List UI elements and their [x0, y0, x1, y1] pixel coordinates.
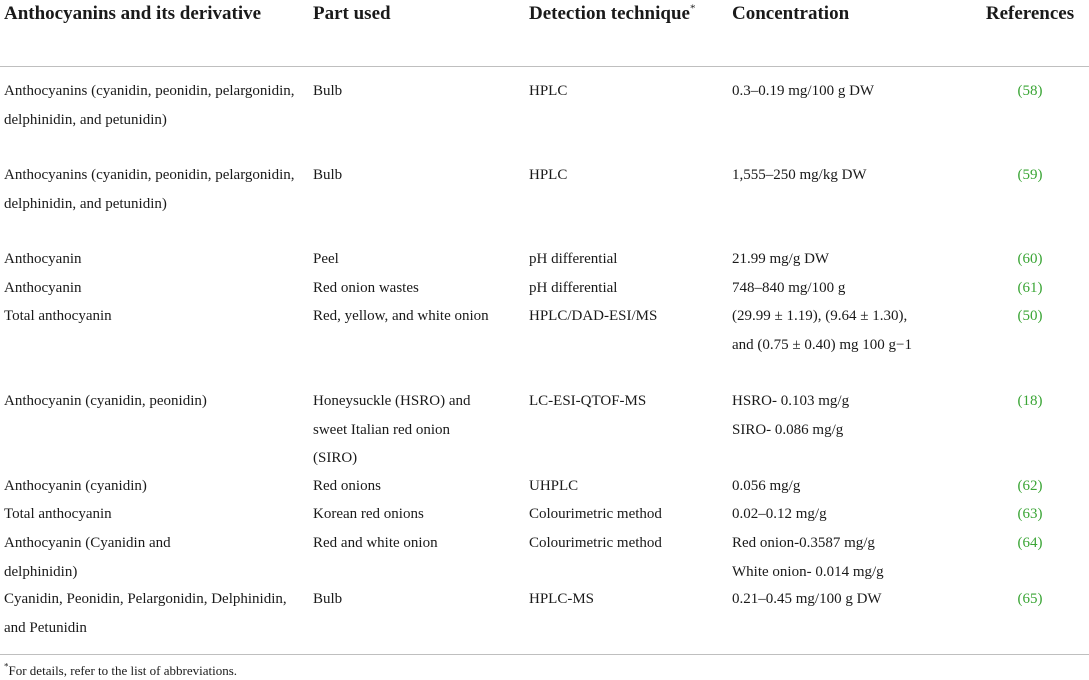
cell-technique: HPLC/DAD-ESI/MS: [529, 308, 658, 324]
header-detection-technique: [529, 0, 724, 27]
footnote-text: For details, refer to the list of abbreviations.: [8, 663, 238, 678]
cell-concentration: 0.21–0.45 mg/100 g DW: [732, 591, 882, 607]
cell-part-used: Red and white onion: [313, 535, 438, 551]
cell-compound: Anthocyanin: [4, 251, 82, 267]
cell-concentration: (29.99 ± 1.19), (9.64 ± 1.30), and (0.75 ± 0.40) mg 100 g−1: [732, 308, 913, 353]
header-references: References: [985, 3, 1075, 24]
cell-technique: pH differential: [529, 280, 618, 296]
cell-technique: HPLC: [529, 83, 568, 99]
footnote-marker: *: [4, 661, 9, 672]
footnote: [4, 662, 237, 680]
cell-concentration: 0.3–0.19 mg/100 g DW: [732, 83, 875, 99]
reference-link[interactable]: (58): [1017, 83, 1043, 99]
cell-technique: UHPLC: [529, 478, 579, 494]
cell-part-used: Korean red onions: [313, 506, 424, 522]
concentration-line: White onion- 0.014 mg/g: [732, 563, 884, 580]
cell-compound: Anthocyanin (Cyanidin and delphinidin): [4, 535, 171, 580]
reference-link[interactable]: (59): [1017, 167, 1043, 183]
concentration-line: SIRO- 0.086 mg/g: [732, 421, 844, 438]
cell-technique: LC-ESI-QTOF-MS: [529, 393, 647, 409]
cell-part-used: Bulb: [313, 167, 343, 183]
reference-link[interactable]: (62): [1017, 478, 1043, 494]
footer-divider: [0, 654, 1089, 655]
cell-compound: Anthocyanin: [4, 280, 82, 296]
header-detection-label: Detection technique: [529, 3, 690, 24]
header-detection-sup: *: [689, 2, 696, 15]
cell-part-used: Peel: [313, 251, 339, 267]
cell-compound: Anthocyanins (cyanidin, peonidin, pelargonidin, delphinidin, and petunidin): [4, 83, 295, 128]
reference-link[interactable]: (50): [1017, 308, 1043, 324]
reference-link[interactable]: (18): [1017, 393, 1043, 409]
cell-technique: HPLC-MS: [529, 591, 595, 607]
header-divider: [0, 66, 1089, 67]
header-concentration: Concentration: [732, 3, 850, 24]
cell-concentration: [732, 529, 952, 586]
cell-concentration: 21.99 mg/g DW: [732, 251, 830, 267]
cell-compound: Total anthocyanin: [4, 506, 112, 522]
cell-concentration: 0.056 mg/g: [732, 478, 801, 494]
concentration-line: Red onion-0.3587 mg/g: [732, 535, 875, 551]
cell-concentration: 748–840 mg/100 g: [732, 280, 846, 296]
reference-link[interactable]: (61): [1017, 280, 1043, 296]
reference-link[interactable]: (64): [1017, 535, 1043, 551]
cell-part-used: Bulb: [313, 83, 343, 99]
cell-part-used: Red onion wastes: [313, 280, 419, 296]
table-header: [0, 0, 1089, 66]
concentration-line: HSRO- 0.103 mg/g: [732, 393, 850, 409]
cell-compound: Total anthocyanin: [4, 308, 112, 324]
header-part-used: Part used: [313, 3, 391, 24]
reference-link[interactable]: (63): [1017, 506, 1043, 522]
cell-concentration: 0.02–0.12 mg/g: [732, 506, 827, 522]
cell-technique: Colourimetric method: [529, 506, 662, 522]
reference-link[interactable]: (65): [1017, 591, 1043, 607]
cell-compound: Anthocyanins (cyanidin, peonidin, pelargonidin, delphinidin, and petunidin): [4, 167, 295, 212]
header-compound: Anthocyanins and its derivative: [4, 3, 262, 24]
cell-technique: pH differential: [529, 251, 618, 267]
cell-concentration: 1,555–250 mg/kg DW: [732, 167, 867, 183]
reference-link[interactable]: (60): [1017, 251, 1043, 267]
cell-compound: Anthocyanin (cyanidin): [4, 478, 147, 494]
cell-compound: Anthocyanin (cyanidin, peonidin): [4, 393, 207, 409]
cell-technique: Colourimetric method: [529, 535, 662, 551]
cell-part-used: Honeysuckle (HSRO) and sweet Italian red onion (SIRO): [313, 393, 471, 466]
cell-concentration: [732, 387, 952, 444]
cell-part-used: Bulb: [313, 591, 343, 607]
cell-part-used: Red onions: [313, 478, 381, 494]
cell-technique: HPLC: [529, 167, 568, 183]
cell-part-used: Red, yellow, and white onion: [313, 308, 489, 324]
cell-compound: Cyanidin, Peonidin, Pelargonidin, Delphinidin, and Petunidin: [4, 591, 287, 636]
